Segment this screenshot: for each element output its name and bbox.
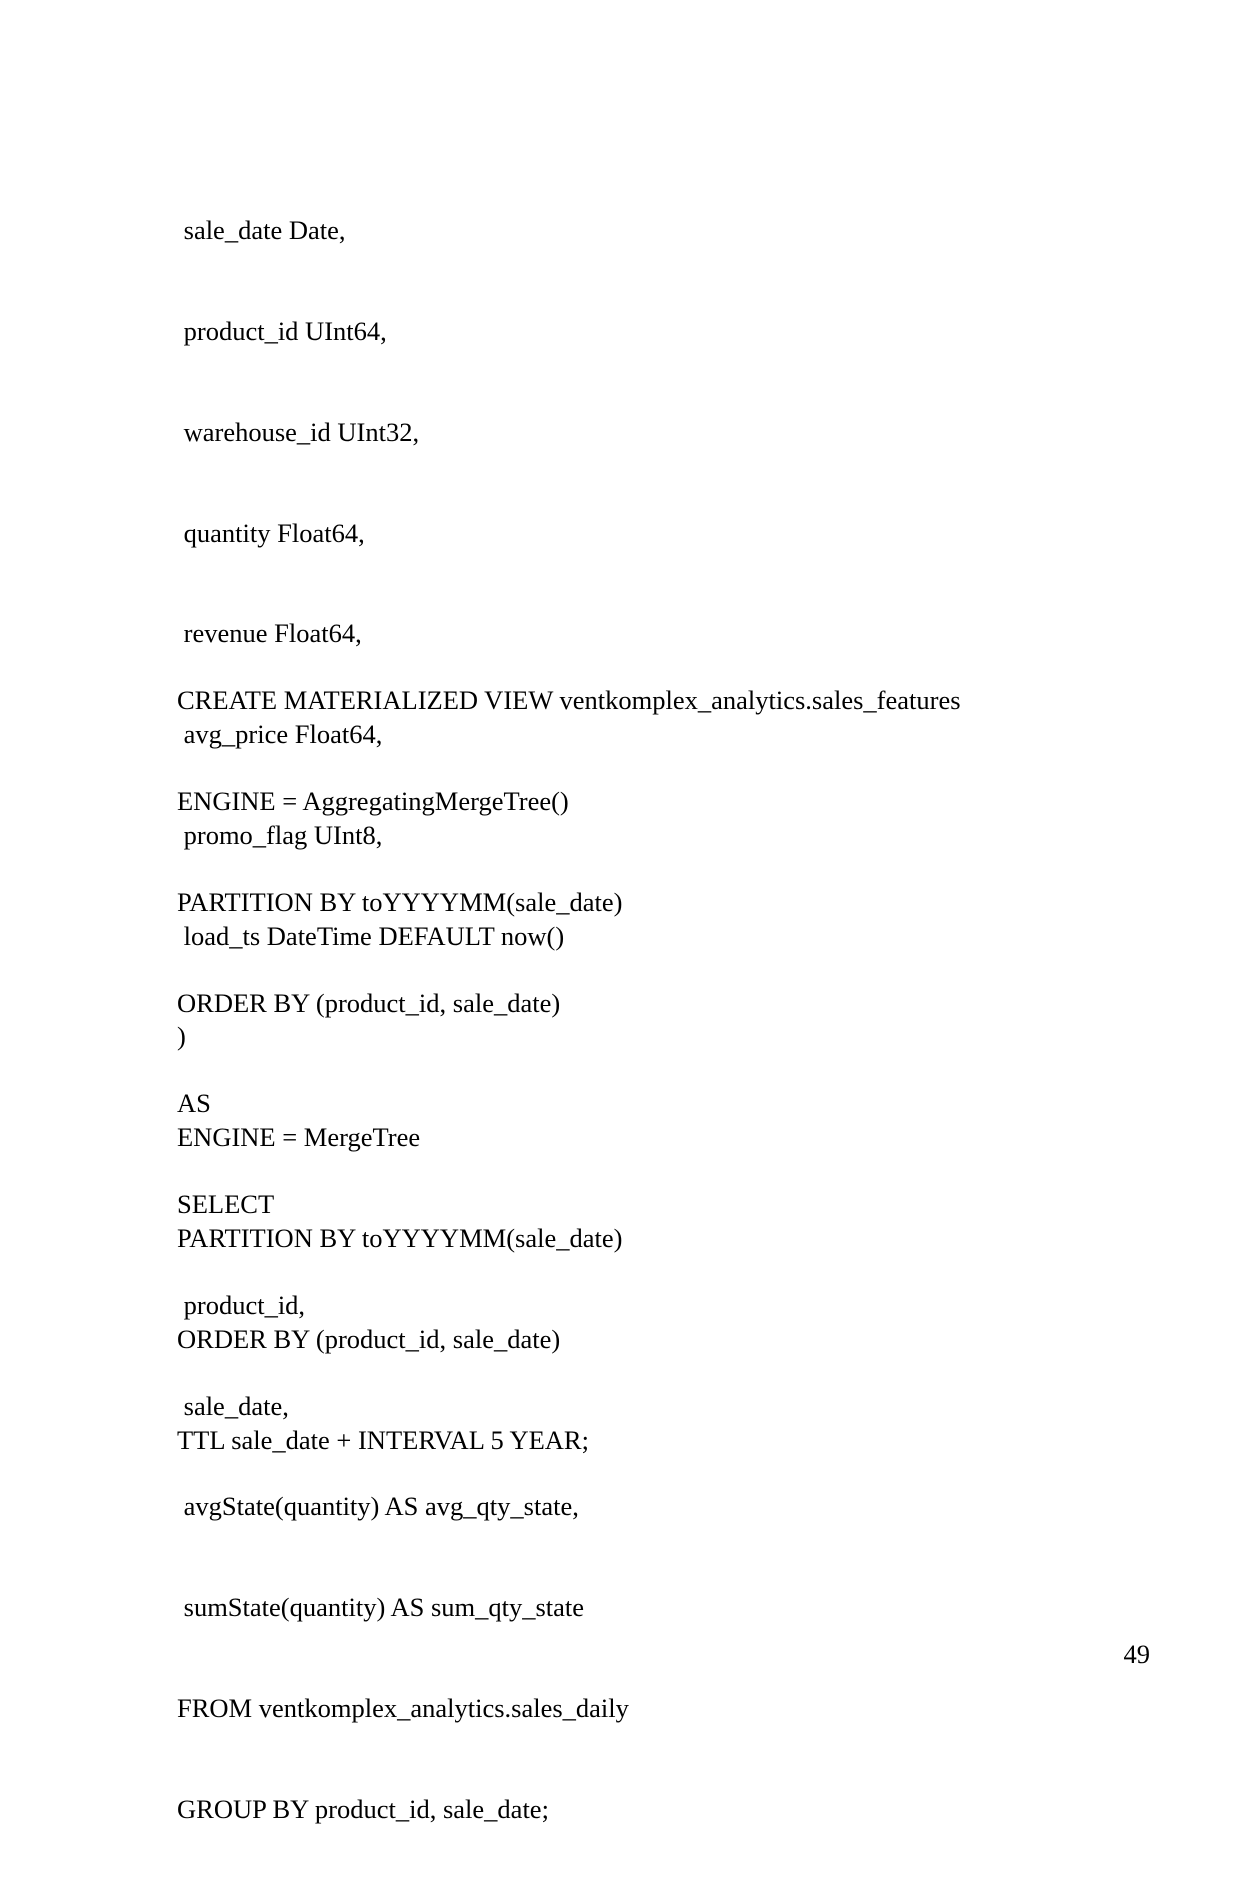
code-line: avgState(quantity) AS avg_qty_state,	[177, 1491, 579, 1522]
code-line: PARTITION BY toYYYYMM(sale_date)	[177, 1223, 623, 1253]
code-line: warehouse_id UInt32,	[177, 416, 420, 447]
code-line: SELECT	[177, 1189, 275, 1220]
code-line: promo_flag UInt8,	[177, 819, 383, 850]
code-line: quantity Float64,	[177, 517, 365, 548]
code-block-materialized-view	[177, 617, 961, 1894]
code-line: ENGINE = AggregatingMergeTree()	[177, 785, 569, 816]
code-line: sumState(quantity) AS sum_qty_state	[177, 1592, 585, 1623]
code-line: PARTITION BY toYYYYMM(sale_date)	[177, 886, 623, 917]
code-line: product_id UInt64,	[177, 315, 387, 346]
code-line: ORDER BY (product_id, sale_date)	[177, 987, 561, 1018]
code-line: product_id,	[177, 1289, 306, 1320]
code-line: ENGINE = MergeTree	[177, 1122, 421, 1153]
code-line: sale_date,	[177, 1390, 289, 1421]
code-line: revenue Float64,	[177, 618, 362, 649]
code-line: GROUP BY product_id, sale_date;	[177, 1793, 549, 1824]
code-line: ORDER BY (product_id, sale_date)	[177, 1323, 561, 1354]
code-line: FROM ventkomplex_analytics.sales_daily	[177, 1693, 629, 1723]
page-number: 49	[1123, 1639, 1150, 1669]
code-line: AS	[177, 1088, 211, 1119]
code-line: )	[177, 1021, 186, 1052]
code-line: CREATE MATERIALIZED VIEW ventkomplex_analytics.sales_features	[177, 685, 961, 716]
code-line: avg_price Float64,	[177, 719, 383, 750]
code-line: load_ts DateTime DEFAULT now()	[177, 920, 565, 951]
code-line: sale_date Date,	[177, 215, 346, 246]
code-line: TTL sale_date + INTERVAL 5 YEAR;	[177, 1424, 589, 1455]
